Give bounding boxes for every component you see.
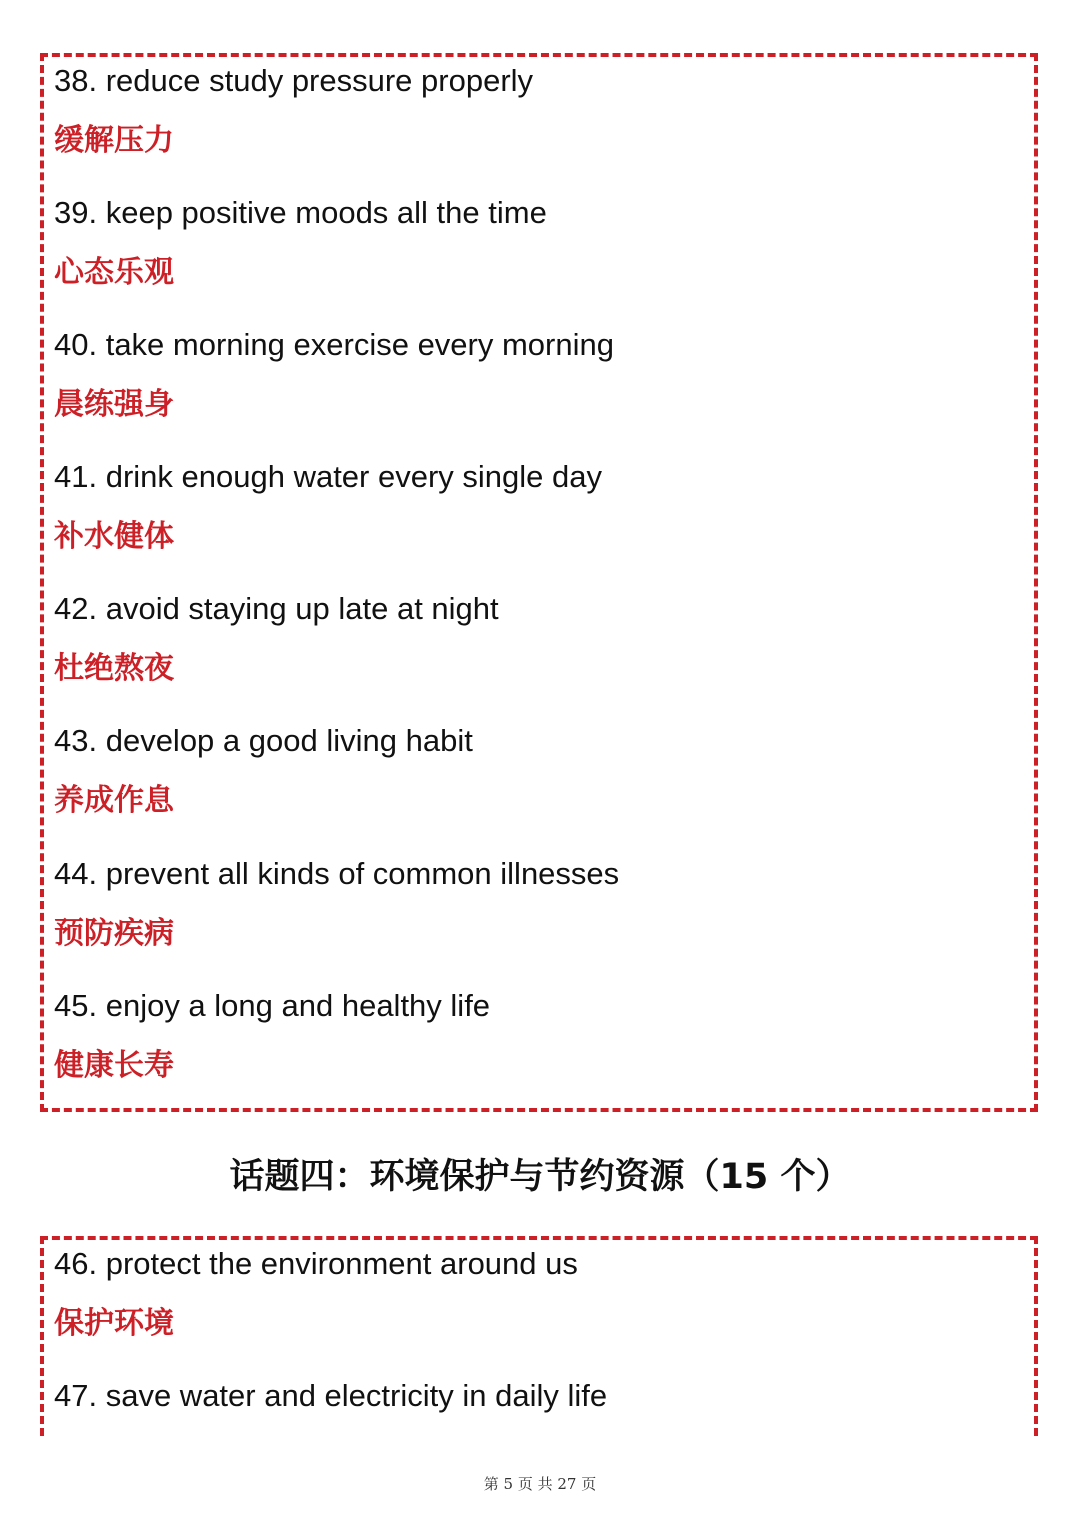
phrase-chinese: 预防疾病 [54,916,174,951]
phrase-chinese: 保护环境 [54,1306,174,1341]
section-title: 话题四：环境保护与节约资源（15 个） [229,1157,851,1197]
phrase-english: 47. save water and electricity in daily life [54,1378,608,1413]
phrase-english: 45. enjoy a long and healthy life [54,988,491,1023]
phrase-entry [54,61,1014,161]
phrase-entry [54,325,1014,425]
phrase-chinese: 补水健体 [54,519,174,554]
phrase-english: 42. avoid staying up late at night [54,591,499,626]
phrase-chinese: 健康长寿 [54,1048,174,1083]
phrase-box-environment [40,1236,1038,1436]
phrase-chinese: 杜绝熬夜 [54,651,174,686]
phrase-entry [54,986,1014,1086]
phrase-entry [54,721,1014,821]
phrase-english: 41. drink enough water every single day [54,459,602,494]
phrase-english: 44. prevent all kinds of common illnesses [54,856,620,891]
phrase-english: 46. protect the environment around us [54,1246,578,1281]
phrase-entry [54,1244,1014,1344]
phrase-chinese: 缓解压力 [54,123,174,158]
phrase-chinese: 心态乐观 [54,255,174,290]
phrase-entry [54,457,1014,557]
phrase-entry [54,1376,1014,1416]
phrase-chinese: 晨练强身 [54,387,174,422]
phrase-english: 40. take morning exercise every morning [54,327,614,362]
page-footer: 第 5 页 共 27 页 [483,1475,597,1493]
phrase-chinese: 养成作息 [54,783,174,818]
phrase-entry [54,589,1014,689]
phrase-english: 39. keep positive moods all the time [54,195,547,230]
phrase-english: 43. develop a good living habit [54,723,473,758]
phrase-entry [54,193,1014,293]
phrase-english: 38. reduce study pressure properly [54,63,534,98]
phrase-box-health [40,53,1038,1112]
phrase-entry [54,854,1014,954]
